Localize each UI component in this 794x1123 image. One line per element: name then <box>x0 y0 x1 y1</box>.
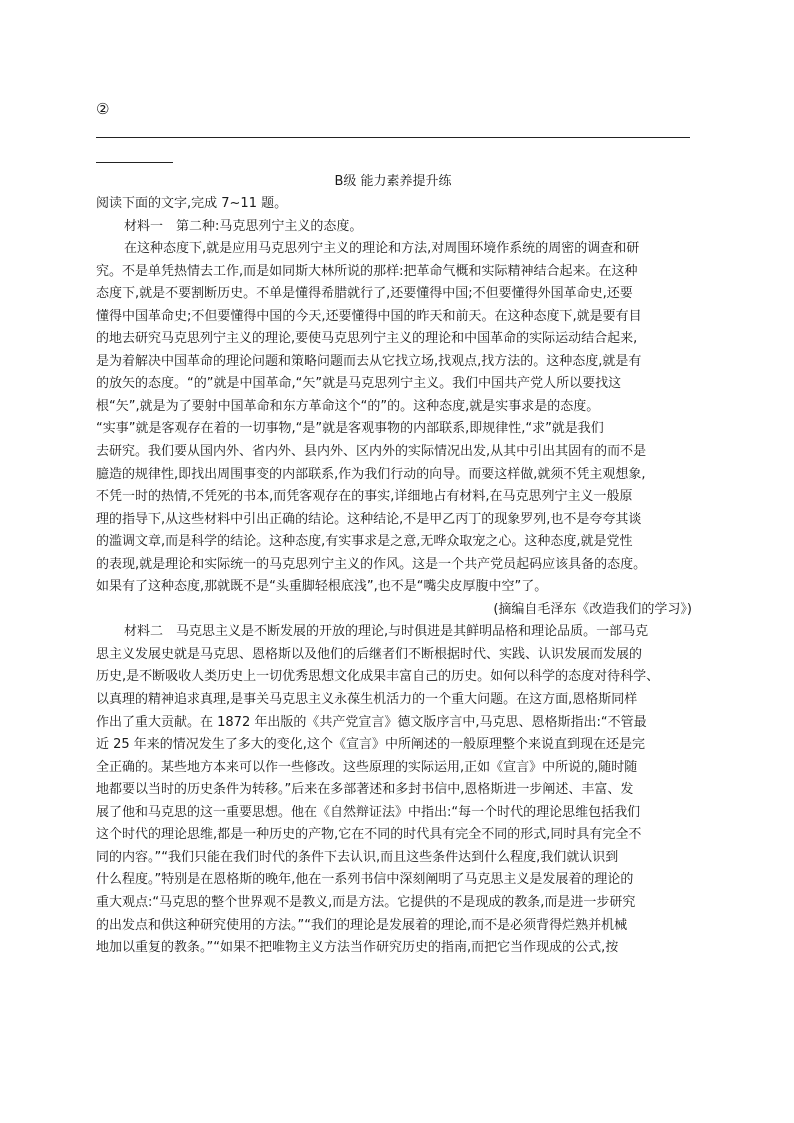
answer-blank-line <box>96 137 690 138</box>
text-line: 的出发点和供这种研究使用的方法。”“我们的理论是发展着的理论,而不是必须背得烂熟并机械 <box>96 917 628 933</box>
material-heading: 材料一 第二种:马克思列宁主义的态度。 <box>124 218 363 234</box>
text-line: 什么程度。”特别是在恩格斯的晚年,他在一系列书信中深刻阐明了马克思主义是发展着的理论的 <box>96 872 634 888</box>
text-line: 作出了重大贡献。在 1872 年出版的《共产党宣言》德文版序言中,马克思、恩格斯指出:“不管最 <box>96 714 647 730</box>
text-line: 这个时代的理论思维,都是一种历史的产物,它在不同的时代具有完全不同的形式,同时具有完全不 <box>96 827 642 843</box>
text-line: 理的指导下,从这些材料中引出正确的结论。这种结论,不是甲乙丙丁的现象罗列,也不是夸夸其谈 <box>96 511 642 527</box>
text-line: 不凭一时的热情,不凭死的书本,而凭客观存在的事实,详细地占有材料,在马克思列宁主义一般原 <box>96 489 633 505</box>
text-line: 地加以重复的教条。”“如果不把唯物主义方法当作研究历史的指南,而把它当作现成的公式,按 <box>96 940 619 956</box>
text-line: 近 25 年来的情况发生了多大的变化,这个《宣言》中所阐述的一般原理整个来说直到现在还是完 <box>96 737 645 753</box>
text-line: 的滥调文章,而是科学的结论。这种态度,有实事求是之意,无哗众取宠之心。这种态度,就是党性 <box>96 534 633 550</box>
reading-passage <box>96 193 696 960</box>
text-line: 地都要以当时的历史条件为转移。”后来在多部著述和多封书信中,恩格斯进一步阐述、丰富、发 <box>96 782 634 798</box>
text-line: 同的内容。”“我们只能在我们时代的条件下去认识,而且这些条件达到什么程度,我们就认识到 <box>96 849 619 865</box>
text-line: 去研究。我们要从国内外、省内外、县内外、区内外的实际情况出发,从其中引出其固有的而不是 <box>96 444 647 460</box>
text-line: 展了他和马克思的这一重要思想。他在《自然辩证法》中指出:“每一个时代的理论思维包括我们 <box>96 804 641 820</box>
text-line: 根“矢”,就是为了要射中国革命和东方革命这个“的”的。这种态度,就是实事求是的态度。 <box>96 398 600 414</box>
section-title: B级 能力素养提升练 <box>334 174 452 189</box>
instruction-line: 阅读下面的文字,完成 7~11 题。 <box>96 196 288 211</box>
source-citation: (摘编自毛泽东《改造我们的学习》) <box>493 601 692 617</box>
text-line: “实事”就是客观存在着的一切事物,“是”就是客观事物的内部联系,即规律性,“求”就是我们 <box>96 421 604 437</box>
text-line: 以真理的精神追求真理,是事关马克思主义永葆生机活力的一个重大问题。在这方面,恩格斯同样 <box>96 692 638 708</box>
material-heading: 材料二 马克思主义是不断发展的开放的理论,与时俱进是其鲜明品格和理论品质。一部马克 <box>124 624 649 640</box>
text-line: 在这种态度下,就是应用马克思列宁主义的理论和方法,对周围环境作系统的周密的调查和研 <box>124 241 640 257</box>
text-line: 懂得中国革命史;不但要懂得中国的今天,还要懂得中国的昨天和前天。在这种态度下,就是要有目 <box>96 308 642 324</box>
question-marker: ② <box>96 100 110 118</box>
text-line: 的地去研究马克思列宁主义的理论,要使马克思列宁主义的理论和中国革命的实际运动结合起来, <box>96 331 638 347</box>
text-line: 思主义发展史就是马克思、恩格斯以及他们的后继者们不断根据时代、实践、认识发展而发展的 <box>96 646 643 662</box>
text-line: 的放矢的态度。“的”就是中国革命,“矢”就是马克思列宁主义。我们中国共产党人所以要找这 <box>96 376 622 392</box>
text-line: 态度下,就是不要割断历史。不单是懂得希腊就行了,还要懂得中国;不但要懂得外国革命史,还要 <box>96 286 633 302</box>
text-line: 的表现,就是理论和实际统一的马克思列宁主义的作风。这是一个共产党员起码应该具备的态度。 <box>96 556 647 572</box>
answer-blank-line-short <box>96 162 173 163</box>
text-line: 究。不是单凭热情去工作,而是如同斯大林所说的那样:把革命气概和实际精神结合起来。在这种 <box>96 263 638 279</box>
text-line: 全正确的。某些地方本来可以作一些修改。这些原理的实际运用,正如《宣言》中所说的,随时随 <box>96 759 638 775</box>
text-line: 如果有了这种态度,那就既不是“头重脚轻根底浅”,也不是“嘴尖皮厚腹中空”了。 <box>96 579 548 595</box>
text-line: 臆造的规律性,即找出周围事变的内部联系,作为我们行动的向导。而要这样做,就须不凭主观想象, <box>96 466 646 482</box>
text-line: 重大观点:“马克思的整个世界观不是教义,而是方法。它提供的不是现成的教条,而是进一步研究 <box>96 894 636 910</box>
text-line: 是为着解决中国革命的理论问题和策略问题而去从它找立场,找观点,找方法的。这种态度,就是有 <box>96 353 642 369</box>
text-line: 历史,是不断吸收人类历史上一切优秀思想文化成果丰富自己的历史。如何以科学的态度对待科学、 <box>96 669 660 685</box>
